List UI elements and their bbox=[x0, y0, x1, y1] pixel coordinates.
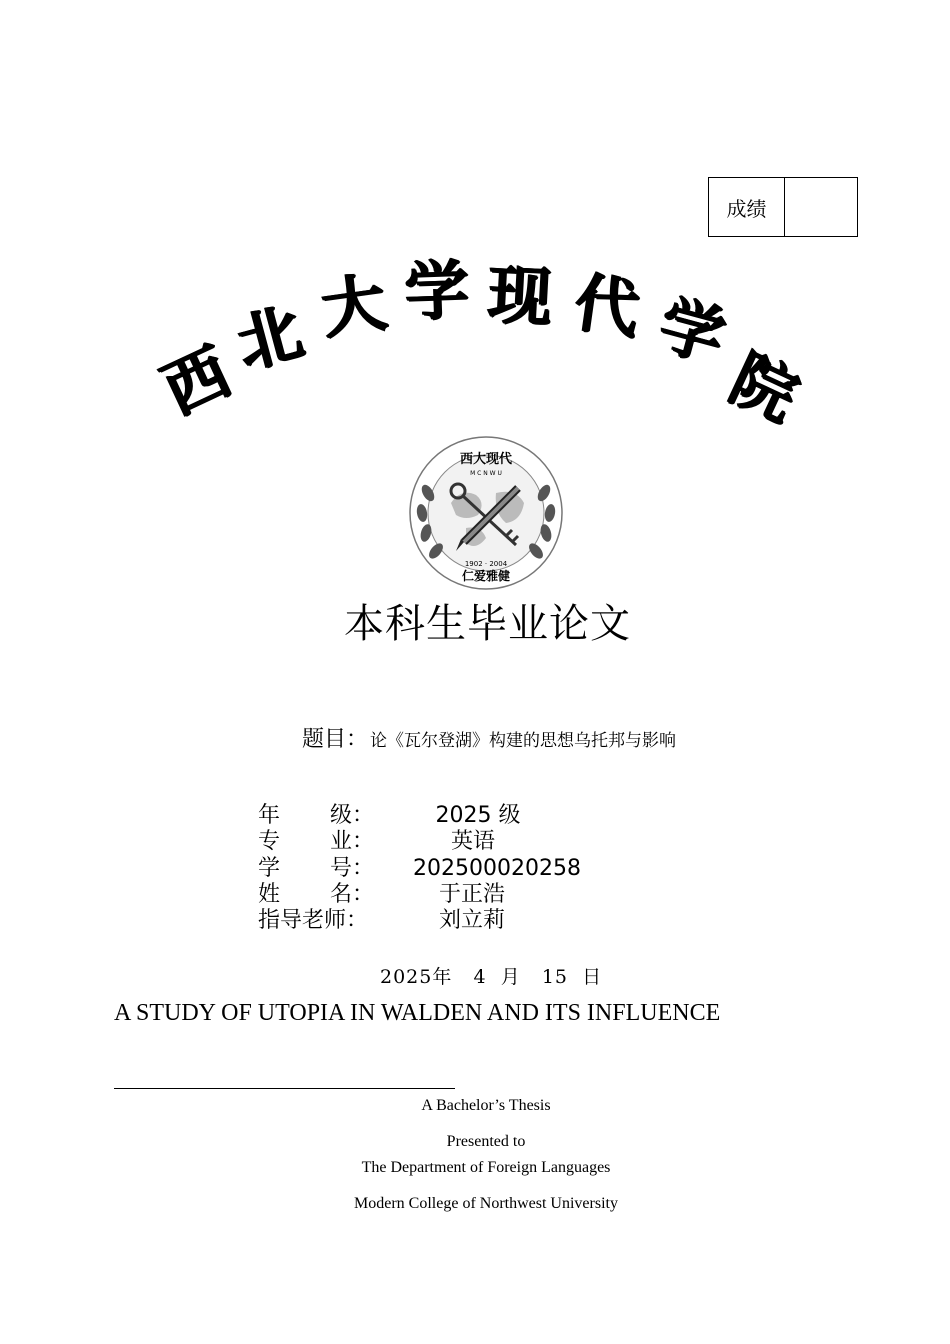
college-name-char: 大 bbox=[317, 264, 391, 349]
english-title: A STUDY OF UTOPIA IN WALDEN AND ITS INFLUENCE bbox=[114, 1000, 721, 1026]
grade-value-cell bbox=[785, 178, 857, 236]
emblem-years: 1902 · 2004 bbox=[464, 560, 508, 568]
english-college: Modern College of Northwest University bbox=[354, 1195, 618, 1212]
thesis-title-value: 论《瓦尔登湖》构建的思想乌托邦与影响 bbox=[370, 731, 677, 751]
info-label-advisor: 指导老师： bbox=[258, 908, 369, 933]
thesis-type: A Bachelor’s Thesis bbox=[421, 1097, 551, 1114]
info-label-major: 专 业： bbox=[258, 829, 375, 854]
college-name-arc bbox=[150, 245, 830, 455]
info-value-grade: 2025 级 bbox=[435, 803, 521, 828]
info-value-student-id: 202500020258 bbox=[413, 856, 581, 881]
college-name-char: 学 bbox=[403, 252, 471, 331]
presented-to: Presented to bbox=[446, 1133, 526, 1150]
thesis-title-row bbox=[302, 722, 676, 753]
info-label-student-id: 学 号： bbox=[258, 856, 375, 881]
info-label-name: 姓 名： bbox=[258, 882, 375, 907]
title-underline bbox=[114, 1088, 455, 1089]
college-name-char: 代 bbox=[570, 264, 644, 349]
college-name-char: 北 bbox=[229, 294, 311, 384]
emblem-top-text: 西大现代 bbox=[459, 452, 513, 467]
info-label-grade: 年 级： bbox=[258, 803, 375, 828]
submission-date: 2025年 4 月 15 日 bbox=[380, 966, 603, 988]
college-emblem bbox=[406, 433, 566, 593]
info-value-advisor: 刘立莉 bbox=[438, 908, 505, 933]
college-name-char: 院 bbox=[719, 341, 810, 437]
grade-box bbox=[708, 177, 858, 237]
college-name-char: 现 bbox=[486, 257, 554, 336]
info-value-name: 于正浩 bbox=[438, 882, 505, 907]
emblem-motto: 仁爱雅健 bbox=[461, 569, 511, 583]
document-type: 本科生毕业论文 bbox=[344, 601, 631, 647]
department: The Department of Foreign Languages bbox=[361, 1159, 611, 1176]
emblem-abbr: M C N W U bbox=[470, 470, 502, 477]
grade-label: 成绩 bbox=[709, 178, 785, 236]
thesis-title-label: 题目： bbox=[302, 727, 369, 752]
college-name-char: 学 bbox=[651, 287, 733, 377]
college-name-char: 西 bbox=[151, 334, 242, 430]
info-value-major: 英语 bbox=[450, 829, 495, 854]
